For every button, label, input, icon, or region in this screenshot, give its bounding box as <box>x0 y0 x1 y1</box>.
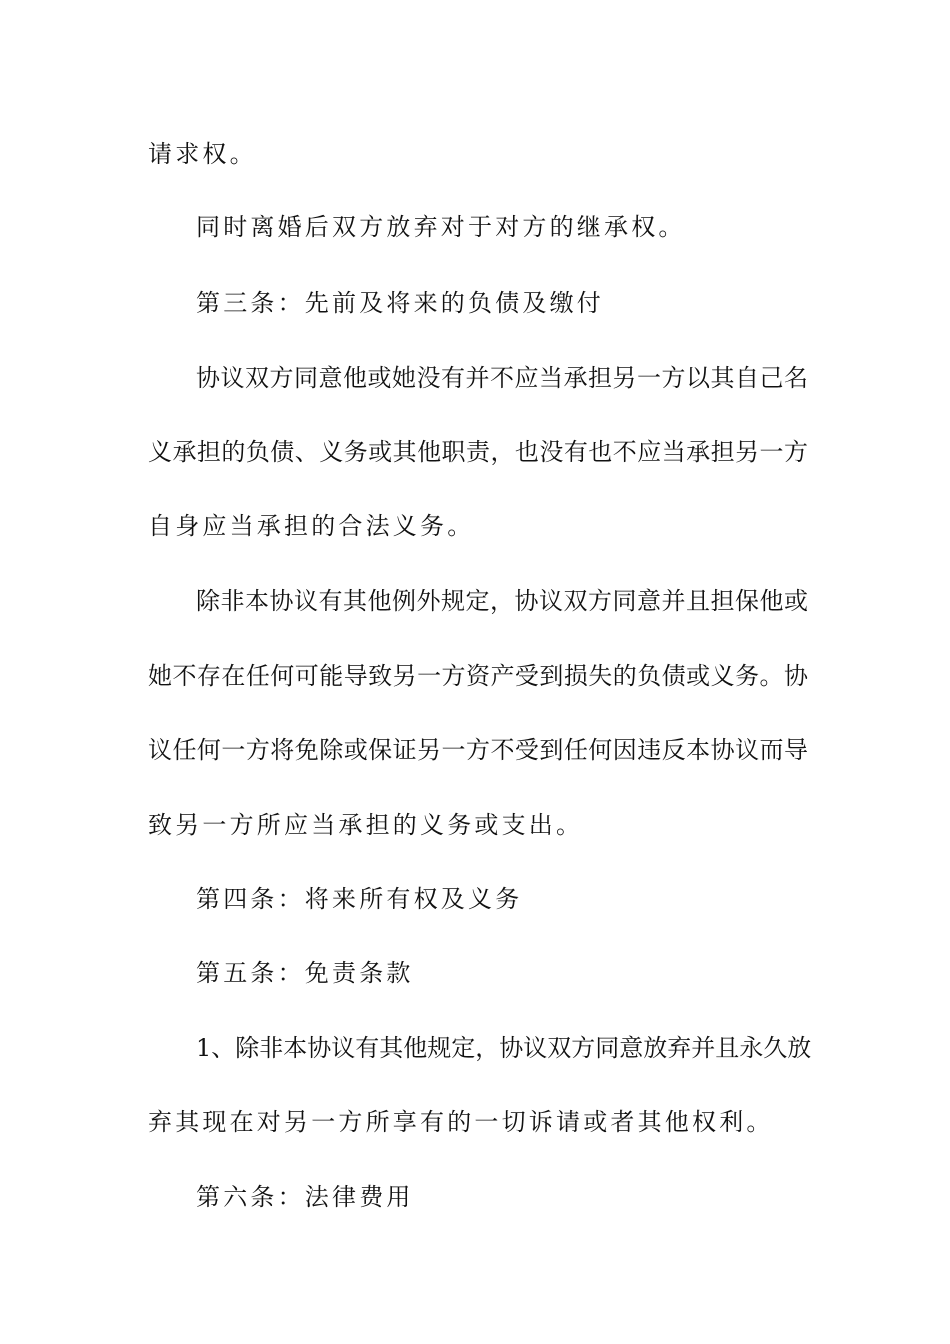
paragraph-line: 义承担的负债、义务或其他职责，也没有也不应当承担另一方 <box>148 438 808 466</box>
paragraph-line: 致另一方所应当承担的义务或支出。 <box>148 811 584 839</box>
paragraph-line: 议任何一方将免除或保证另一方不受到任何因违反本协议而导 <box>148 736 808 764</box>
article-heading: 第四条：将来所有权及义务 <box>196 885 523 913</box>
paragraph-line: 她不存在任何可能导致另一方资产受到损失的负债或义务。协 <box>148 662 808 690</box>
paragraph-line: 除非本协议有其他例外规定，协议双方同意并且担保他或 <box>196 587 808 615</box>
article-heading: 第六条：法律费用 <box>196 1183 414 1211</box>
paragraph-line: 自身应当承担的合法义务。 <box>148 512 475 540</box>
article-heading: 第三条：先前及将来的负债及缴付 <box>196 289 604 317</box>
article-heading: 第五条：免责条款 <box>196 959 414 987</box>
paragraph-line: 请求权。 <box>148 140 257 168</box>
paragraph-line: 弃其现在对另一方所享有的一切诉请或者其他权利。 <box>148 1108 774 1136</box>
paragraph-line: 协议双方同意他或她没有并不应当承担另一方以其自己名 <box>196 364 808 392</box>
paragraph-line: 1、除非本协议有其他规定，协议双方同意放弃并且永久放 <box>196 1034 812 1062</box>
paragraph-line: 同时离婚后双方放弃对于对方的继承权。 <box>196 213 686 241</box>
